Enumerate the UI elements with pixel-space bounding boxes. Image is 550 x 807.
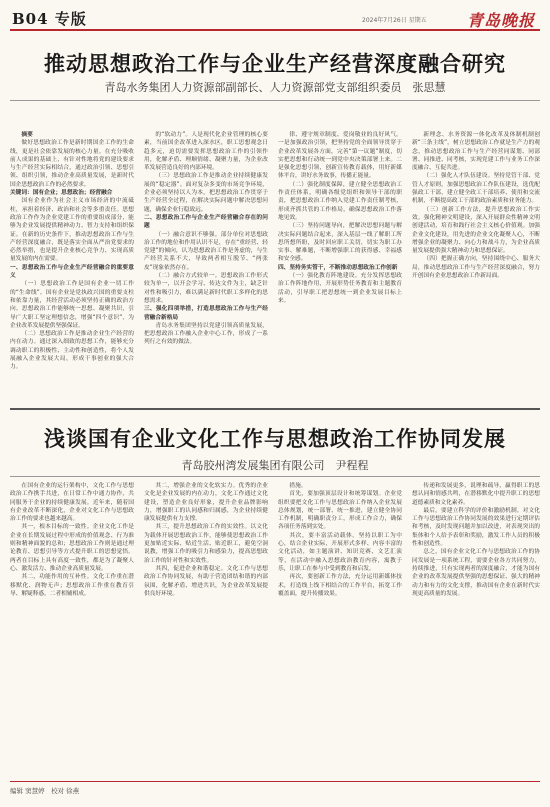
abstract-title: 摘要 (21, 132, 33, 138)
issue-date: 2024年7月26日 星期五 (362, 17, 427, 24)
article2-headline: 浅谈国有企业文化工作与思想政治工作协同发展 (44, 426, 506, 451)
paragraph: （二）融合方式较单一。思想政治工作形式较为单一，以开会学习、传达文件为主，缺乏针对性和吸引力，难以满足新时代职工多样化的思想需求。 (144, 273, 268, 304)
paragraph: （二）强化制度保障，建立健全思想政治工作责任体系，明确各级党组织和领导干部的职责，把思想政治工作纳入党建工作责任制考核，形成齐抓共管的工作格局，确保思想政治工作落地见效。 (278, 181, 402, 221)
paragraph: 其三，提升思想政治工作的实效性。以文化为载体开展思想政治工作，能够使思想政治工作更加贴近实际、贴近生活、贴近职工，避免空洞说教，增强工作的吸引力和感染力，提高思想政治工作的针对性和实效性。 (144, 524, 268, 564)
paragraph: （三）创新工作方法，提升思想政治工作实效。强化精神文明建设，深入开展群众性精神文明创建活动，培育和践行社会主义核心价值观。加强企业文化建设，用先进的企业文化凝聚人心，不断增强企业的凝聚力、向心力和战斗力，为企业高质量发展提供强大精神动力和思想保证。 (412, 206, 540, 255)
paragraph: （三）思想政治工作是推动企业持续健康发展的“稳定器”。面对复杂多变的市场竞争环境，企业必须坚持以人为本，把思想政治工作贯穿于生产经营全过程，在解决实际问题中解决思想问题，确保企业行稳致远。 (144, 173, 268, 213)
paragraph: 其四，促进企业和谐稳定。文化工作与思想政治工作协同发展，有助于营造团结和谐的内部氛围，化解矛盾、增进共识，为企业改革发展提供良好环境。 (144, 565, 268, 597)
section-heading: 三、强化四项举措，打造思想政治工作与生产经营融合新格局 (144, 306, 268, 321)
paragraph: （四）把握正确方向，坚持围绕中心、服务大局，推动思想政治工作与生产经营深度融合，努力开创国有企业思想政治工作新局面。 (412, 256, 540, 280)
paragraph: （三）坚持问题导向，把解决思想问题与解决实际问题结合起来，深入基层一线了解职工所思所想所盼，及时回应职工关切，切实为职工办实事、解难题，不断增强职工的获得感、幸福感和安全感。 (278, 223, 402, 263)
article2-divider (10, 476, 540, 477)
section-heading: 四、坚持务实管干，不断推动思想政治工作创新 (278, 264, 398, 271)
paragraph: 的“软动力”。人是现代化企业管理的核心要素，当前国企改革进入深水区，职工思想观念日趋多元，迫切需要发挥思想政治工作的引领作用，化解矛盾、理顺情绪、凝聚力量，为企业改革发展营造良好的内部环境。 (144, 132, 268, 172)
article1-column-4 (412, 131, 540, 401)
paragraph: 其二，功能作用的互补性。文化工作重在潜移默化、润物无声；思想政治工作重在教育引导、解疑释惑，二者相辅相成。 (10, 574, 134, 597)
article-separator (10, 408, 540, 410)
paragraph: 总之，国有企业文化工作与思想政治工作的协同发展是一项系统工程，需要企业各方共同努力，持续推进，只有实现两者的深度融合，才能为国有企业的改革发展提供坚强的思想保证、强大的精神动力和有力的文化支撑，推动国有企业在新时代实现更高质量的发展。 (412, 549, 540, 597)
article1-column-3 (278, 131, 402, 401)
section-heading: 一、思想政治工作与企业生产经营融合的重要意义 (10, 264, 134, 280)
paragraph: （一）强化教育阵地建设。充分发挥思想政治工作阵地作用，开展形势任务教育和主题教育活动，引导职工把思想统一到企业发展目标上来。 (278, 273, 402, 304)
article2-column-2 (144, 482, 268, 772)
paragraph: 新理念、水务资源一体化改革及体制机制创新“三条主线”，树立思想政治工作就是生产力的观念，推动思想政治工作与生产经营同谋划、同部署、同推进、同考核，实现党建工作与业务工作深度融合、互促共进。 (412, 132, 540, 172)
paragraph: 传递和发展更多，说理和疏导，赢得职工的思想认同和情感共鸣，在潜移默化中提升职工的思想道德素质和文化素养。 (412, 483, 540, 506)
keywords: 关键词：国有企业；思想政治；经营融合 (10, 190, 113, 197)
paragraph: （二）思想政治工作是推动企业生产经营的内在动力。通过深入细致的思想工作，能够充分调动职工的积极性、主动性和创造性，将个人发展融入企业发展大局，形成干事创业的强大合力。 (10, 331, 134, 371)
article2-column-3 (278, 482, 402, 772)
paragraph: 最后，要建立科学的评价和激励机制。对文化工作与思想政治工作协同发展的效果进行定期评估和考核，及时发现问题并加以改进，对表现突出的集体和个人给予表彰和奖励，激发工作人员的积极性和创造性。 (412, 507, 540, 548)
paragraph: （一）思想政治工作是国有企业一切工作的“生命线”。国有企业是党执政兴国的重要支柱和依靠力量，其经营活动必须坚持正确的政治方向。思想政治工作能够统一思想、凝聚共识，引导广大职工坚定理想信念，增强“四个意识”，为企业改革发展提供坚强保证。 (10, 281, 134, 329)
paragraph: 首先，要加强顶层设计和统筹谋划。企业党组织要把文化工作与思想政治工作纳入企业发展总体规划，统一部署、统一推进，建立健全协同工作机制，明确职责分工，形成工作合力，确保各项任务落到实处。 (278, 491, 402, 531)
paragraph: （二）强化人才队伍建设。坚持党管干部、党管人才原则，加强思想政治工作队伍建设，选优配强政工干部，建立健全政工干部培养、使用和交流机制，不断提高政工干部的政治素质和业务能力。 (412, 173, 540, 205)
section-heading: 二、思想政治工作与企业生产经营融合存在的问题 (144, 214, 268, 230)
footer-rule (10, 781, 540, 782)
article1-divider (10, 100, 540, 101)
article1-column-2 (144, 131, 268, 401)
editor-credit: 编辑 窦慧婷 校对 徐燕 (10, 787, 80, 795)
paragraph: 青岛水务集团坚持以党建引领高质量发展，把思想政治工作融入企业中心工作，形成了一系列行之有效的做法。 (144, 322, 268, 346)
article2-column-4 (412, 482, 540, 772)
article1-column-1 (10, 131, 134, 401)
paragraph: 措施。 (289, 483, 307, 489)
article1-byline: 青岛水务集团人力资源部副部长、人力资源部党支部组织委员 张思慧 (104, 81, 446, 94)
article2-column-1 (10, 482, 134, 772)
paragraph: （一）融合意识不够强。部分单位对思想政治工作的地位和作用认识不足，存在“重经营、轻党建”的倾向，认为思想政治工作是务虚的，与生产经营关系不大，导致两者相互脱节、“两张皮”现象依然存在。 (144, 231, 268, 271)
section-label: B04 专版 (12, 10, 87, 28)
paragraph: 其次，要丰富活动载体。坚持以职工为中心，结合企业实际，开展形式多样、内容丰富的文化活动，如主题演讲、知识竞赛、文艺汇演等，在活动中融入思想政治教育内容，寓教于乐，让职工在参与中受到教育和启发。 (278, 532, 402, 572)
paragraph: 其二，增强企业的文化软实力。优秀的企业文化是企业发展的内在动力，文化工作通过文化建设，塑造企业良好形象，提升企业品牌影响力，增强职工的认同感和归属感，为企业持续健康发展提供有力支撑。 (144, 483, 268, 523)
paragraph: 国有企业作为社会主义市场经济的中流砥柱，承担着经济、政治和社会等多重责任。思想政治工作作为企业党建工作的重要组成部分，能够为企业发展提供精神动力、智力支持和组织保证。在新的历史条件下，推动思想政治工作与生产经营深度融合，既是落实全面从严治党要求的必然举措，也是提升企业核心竞争力、实现高质量发展的内在需要。 (10, 198, 134, 263)
paragraph: 律、遵守规章制度、爱岗敬业的良好风气。一是加强政治引领，把坚持党的全面领导贯穿于企业改革发展各方面，完善“第一议题”制度，切实把思想和行动统一到党中央决策部署上来。二是强化思想引领，创新宣传教育载体，用好新媒体平台，讲好水务故事，传播正能量。 (278, 132, 402, 180)
article2-byline: 青岛胶州湾发展集团有限公司 尹程程 (181, 459, 369, 472)
paragraph: 做好思想政治工作是新时期国企工作的生命线，更是社会依靠发展的核心力量。在充分吸收前人成果的基础上，有针对性地将党的建设要求与生产经营实际相结合，通过政治引领、思想引领、组织引领，推动企业高质量发展，是新时代国企思想政治工作的必然要求。 (10, 140, 134, 188)
newspaper-logo: 青岛晚报 (467, 11, 536, 30)
article1-headline: 推动思想政治工作与企业生产经营深度融合研究 (44, 51, 506, 76)
paragraph: 在国有企业的运行架构中，文化工作与思想政治工作携手共进，在日常工作中通力协作，共同服务于企业的持续健康发展。近年来，随着国有企业改革不断深化，企业对文化工作与思想政治工作的要求也越来越高。 (10, 483, 134, 523)
masthead (10, 5, 540, 31)
paragraph: 其一，根本目标的一致性。企业文化工作是企业在长期发展过程中形成的价值观念、行为准则和精神面貌的总和；思想政治工作则是通过理论教育、思想引导等方式提升职工的思想觉悟。两者在目标上具有高度一致性，都是为了凝聚人心、激发活力、推动企业高质量发展。 (10, 524, 134, 572)
paragraph: 再次，要创新工作方法，充分运用新媒体技术，打造线上线下相结合的工作平台，拓宽工作覆盖面，提升传播效果。 (278, 574, 402, 597)
